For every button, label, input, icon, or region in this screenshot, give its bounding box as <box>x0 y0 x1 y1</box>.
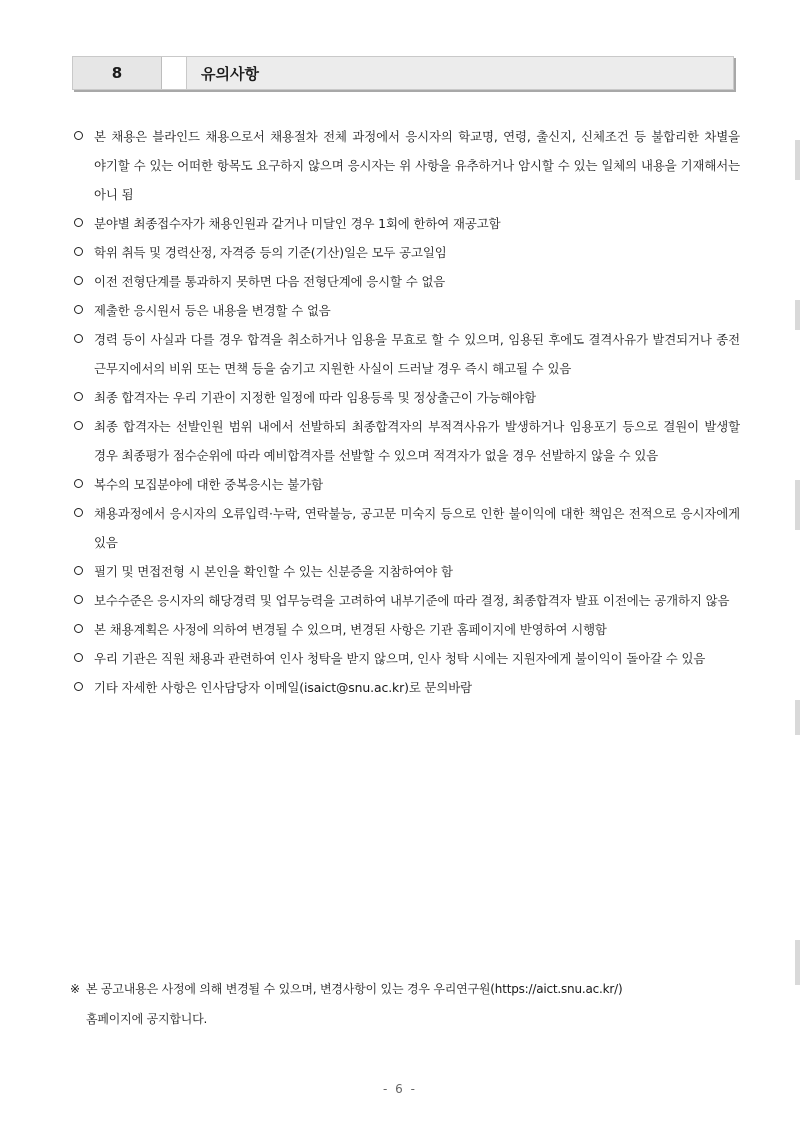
scan-edge-mark <box>795 940 800 985</box>
note-text: 우리 기관은 직원 채용과 관련하여 인사 청탁을 받지 않으며, 인사 청탁 시에는 지원자에게 불이익이 돌아갈 수 있음 <box>94 651 706 666</box>
list-item <box>74 383 740 412</box>
scan-edge-mark <box>795 300 800 330</box>
page-number: - 6 - <box>383 1082 417 1096</box>
note-text: 필기 및 면접전형 시 본인을 확인할 수 있는 신분증을 지참하여야 함 <box>94 564 453 579</box>
list-item <box>74 644 740 673</box>
notes-list <box>74 122 740 702</box>
circle-bullet-icon <box>74 566 83 575</box>
scan-edge-mark <box>795 140 800 180</box>
note-text: 채용과정에서 응시자의 오류입력·누락, 연락불능, 공고문 미숙지 등으로 인한 불이익에 대한 책임은 전적으로 응시자에게 있음 <box>94 506 740 550</box>
circle-bullet-icon <box>74 131 83 140</box>
footnote <box>70 974 740 1034</box>
circle-bullet-icon <box>74 392 83 401</box>
circle-bullet-icon <box>74 508 83 517</box>
list-item <box>74 325 740 383</box>
section-title: 유의사항 <box>187 57 733 89</box>
scan-edge-mark <box>795 700 800 735</box>
list-item <box>74 470 740 499</box>
list-item <box>74 499 740 557</box>
circle-bullet-icon <box>74 276 83 285</box>
circle-bullet-icon <box>74 682 83 691</box>
circle-bullet-icon <box>74 218 83 227</box>
footnote-continuation: 홈페이지에 공지합니다. <box>86 1012 208 1026</box>
circle-bullet-icon <box>74 247 83 256</box>
note-text: 이전 전형단계를 통과하지 못하면 다음 전형단계에 응시할 수 없음 <box>94 274 446 289</box>
list-item <box>74 615 740 644</box>
list-item <box>74 296 740 325</box>
circle-bullet-icon <box>74 421 83 430</box>
footnote-text: 본 공고내용은 사정에 의해 변경될 수 있으며, 변경사항이 있는 경우 우리연구원(https://aict.snu.ac.kr/) <box>86 982 623 996</box>
section-number: 8 <box>73 57 162 89</box>
note-text: 경력 등이 사실과 다를 경우 합격을 취소하거나 임용을 무효로 할 수 있으며, 임용된 후에도 결격사유가 발견되거나 종전 근무지에서의 비위 또는 면책 등을 숨기고 지원한 사실이 드러날 경우 즉시 해고될 수 있음 <box>94 332 740 376</box>
footnote-line <box>70 974 740 1004</box>
reference-mark: ※ <box>70 982 80 996</box>
list-item <box>74 267 740 296</box>
list-item <box>74 412 740 470</box>
section-header <box>72 56 734 90</box>
circle-bullet-icon <box>74 305 83 314</box>
note-text: 최종 합격자는 우리 기관이 지정한 일정에 따라 임용등록 및 정상출근이 가능해야함 <box>94 390 536 405</box>
note-text: 분야별 최종접수자가 채용인원과 같거나 미달인 경우 1회에 한하여 재공고함 <box>94 216 501 231</box>
circle-bullet-icon <box>74 653 83 662</box>
note-text: 최종 합격자는 선발인원 범위 내에서 선발하되 최종합격자의 부적격사유가 발생하거나 임용포기 등으로 결원이 발생할 경우 최종평가 점수순위에 따라 예비합격자를 선발할 수 있으며 적격자가 없을 경우 선발하지 않을 수 있음 <box>94 419 740 463</box>
circle-bullet-icon <box>74 479 83 488</box>
scan-edge-mark <box>795 480 800 530</box>
note-text: 기타 자세한 사항은 인사담당자 이메일(isaict@snu.ac.kr)로 문의바람 <box>94 680 473 695</box>
circle-bullet-icon <box>74 624 83 633</box>
note-text: 복수의 모집분야에 대한 중복응시는 불가함 <box>94 477 324 492</box>
note-text: 보수수준은 응시자의 해당경력 및 업무능력을 고려하여 내부기준에 따라 결정, 최종합격자 발표 이전에는 공개하지 않음 <box>94 593 730 608</box>
list-item <box>74 673 740 702</box>
circle-bullet-icon <box>74 334 83 343</box>
note-text: 본 채용계획은 사정에 의하여 변경될 수 있으며, 변경된 사항은 기관 홈페이지에 반영하여 시행함 <box>94 622 607 637</box>
section-header-divider <box>162 57 187 89</box>
list-item <box>74 557 740 586</box>
list-item <box>74 586 740 615</box>
note-text: 학위 취득 및 경력산정, 자격증 등의 기준(기산)일은 모두 공고일임 <box>94 245 447 260</box>
note-text: 제출한 응시원서 등은 내용을 변경할 수 없음 <box>94 303 331 318</box>
list-item <box>74 238 740 267</box>
list-item <box>74 209 740 238</box>
note-text: 본 채용은 블라인드 채용으로서 채용절차 전체 과정에서 응시자의 학교명, 연령, 출신지, 신체조건 등 불합리한 차별을 야기할 수 있는 어떠한 항목도 요구하지 않으며 응시자는 위 사항을 유추하거나 암시할 수 있는 일체의 내용을 기재해서는 아니 됨 <box>94 129 740 202</box>
list-item <box>74 122 740 209</box>
circle-bullet-icon <box>74 595 83 604</box>
